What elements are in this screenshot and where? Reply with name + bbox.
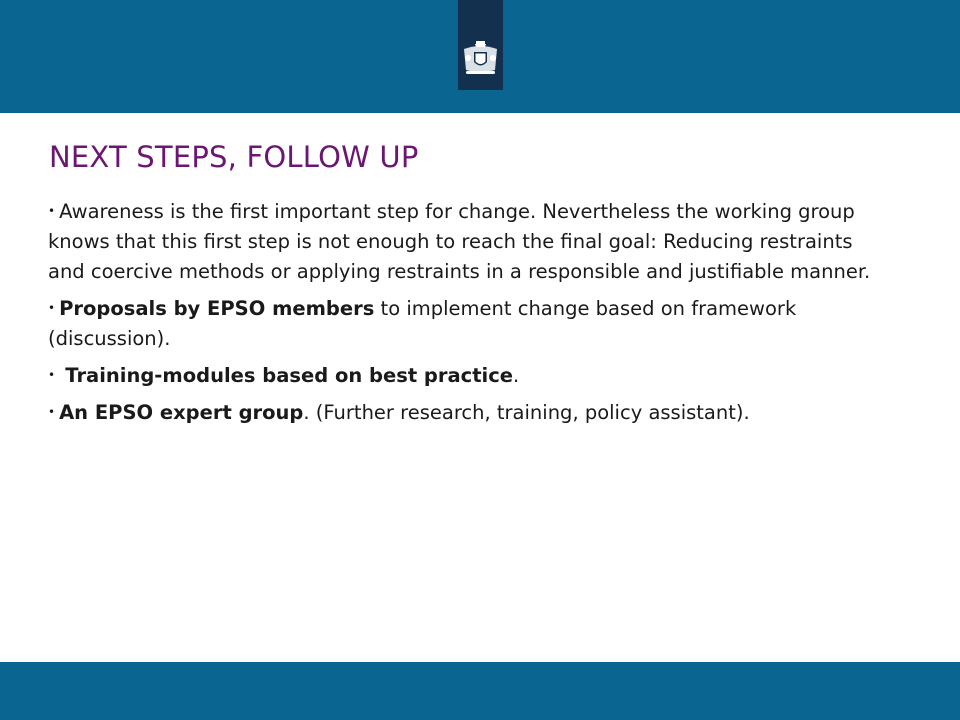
- bullet-item: [48, 293, 878, 354]
- logo-box: [458, 0, 503, 90]
- bullet-text: to implement change based on framework (discussion).: [48, 297, 797, 350]
- bullet-item: [48, 196, 878, 287]
- bullet-dot-icon: •: [48, 204, 56, 218]
- bullet-list: [48, 196, 878, 434]
- bullet-item: [48, 360, 878, 391]
- bullet-text: Awareness is the first important step for change. Nevertheless the working group knows that this first step is not enough to reach the final goal: Reducing restraints and coercive methods or applying restraints in a responsible and justifiable manner.: [48, 200, 871, 283]
- bullet-bold-text: Training-modules based on best practice: [65, 364, 514, 387]
- coat-of-arms-icon: [458, 40, 503, 80]
- bullet-bold-text: Proposals by EPSO members: [59, 297, 375, 320]
- footer-band: [0, 662, 960, 720]
- slide-title: NEXT STEPS, FOLLOW UP: [49, 140, 419, 174]
- bullet-dot-icon: •: [48, 368, 56, 382]
- bullet-bold-text: An EPSO expert group: [59, 401, 304, 424]
- bullet-dot-icon: •: [48, 405, 56, 419]
- bullet-text: .: [513, 364, 520, 387]
- bullet-text: . (Further research, training, policy assistant).: [303, 401, 750, 424]
- bullet-dot-icon: •: [48, 301, 56, 315]
- bullet-item: [48, 397, 878, 428]
